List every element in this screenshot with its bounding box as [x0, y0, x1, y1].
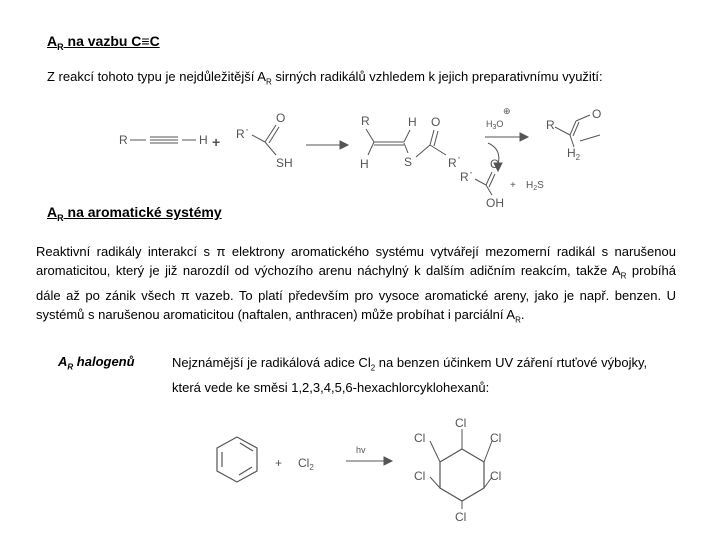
heading-text: na aromatické systémy: [63, 204, 222, 220]
paragraph-subscript: R: [515, 315, 521, 325]
cl-label-upper-right: Cl: [490, 431, 502, 445]
description-text: Nejznámější je radikálová adice Cl: [172, 355, 371, 370]
halogen-label: [58, 354, 135, 372]
product-h2-label: H: [408, 115, 417, 129]
plus-sign: +: [212, 134, 221, 150]
description-subscript: 2: [370, 363, 376, 373]
cl-label-lower-left: Cl: [414, 469, 426, 483]
chlorine-label: $Cl_2$: [298, 456, 314, 472]
heading-text: na vazbu C≡C: [63, 33, 160, 49]
radical-r-label: R: [236, 127, 245, 141]
sh-label: SH: [276, 156, 293, 170]
paragraph-text: vazeb. To platí především pro vysoce aromatické areny, jako je např. benzen. U systémů s narušenou aromaticitou (naftalen, anthracen) může probíhat i parciální A: [36, 287, 676, 322]
intro-text: sirných radikálů vzhledem k jejich preparativnímu využití:: [271, 69, 603, 84]
hydronium-label: $H_3O$: [486, 119, 504, 131]
cl-label-top: Cl: [455, 416, 467, 430]
ketone-h2-label: $H_2$: [567, 146, 581, 162]
cl-label-upper-left: Cl: [414, 431, 426, 445]
cl-label-bottom: Cl: [455, 510, 467, 524]
cl-label-lower-right: Cl: [490, 469, 502, 483]
product-r2-dot: ·: [457, 150, 461, 164]
acid-r-dot: ·: [469, 165, 473, 179]
intro-sentence: [47, 69, 603, 87]
pi-symbol: π: [216, 244, 226, 259]
paragraph-text: .: [520, 306, 525, 322]
intro-subscript: R: [265, 77, 272, 87]
pi-symbol: π: [180, 287, 190, 303]
positive-charge-icon: ⊕: [503, 106, 511, 116]
description-text: na benzen účinkem UV záření rtuťové výbojky, která vede ke směsi 1,2,3,4,5,6-hexachlorcyklohexanů:: [172, 355, 648, 395]
plus-sign: +: [275, 456, 283, 470]
label-text: halogenů: [73, 354, 135, 369]
alkyne-h-label: H: [199, 133, 208, 147]
product-s-label: S: [404, 155, 413, 169]
section-heading-aromatic: [47, 204, 222, 223]
label-text: A: [58, 354, 68, 369]
halogen-description: [172, 353, 672, 397]
heading-subscript: R: [57, 41, 64, 52]
paragraph-text: probíhá dále až po zánik všech: [36, 263, 677, 303]
radical-dot: ·: [245, 122, 249, 136]
heading-subscript: R: [57, 212, 64, 223]
reaction-scheme-chlorination: [0, 415, 720, 527]
aromatic-paragraph: [36, 242, 676, 329]
heading-text: A: [47, 204, 58, 220]
product-r-label: R: [361, 114, 370, 128]
label-subscript: R: [67, 362, 74, 372]
carbonyl-o-label: O: [276, 111, 286, 125]
paragraph-text: Reaktivní radikály interakcí s: [36, 244, 217, 259]
ketone-r-label: R: [546, 118, 555, 132]
h2s-label: $H_2S$: [526, 180, 544, 192]
hv-label: hv: [356, 445, 366, 455]
product-o-label: O: [431, 115, 441, 129]
alkyne-r-label: R: [119, 133, 128, 147]
acid-oh-label: OH: [486, 196, 504, 210]
product-h1-label: H: [360, 157, 369, 171]
intro-text: Z reakcí tohoto typu je nejdůležitější A: [47, 69, 266, 84]
acid-o-label: O: [490, 157, 500, 171]
reaction-scheme-thiol-addition: [0, 95, 720, 210]
paragraph-subscript: R: [620, 271, 627, 281]
paragraph-text: elektrony aromatického systému vytvářejí mezomerní radikál s narušenou aromaticitou, který je již narozdíl od výchozího arenu náchylný k dalším adičním reakcím, takže A: [36, 244, 676, 278]
plus-sign: +: [510, 180, 516, 191]
heading-text: A: [47, 33, 58, 49]
section-heading-alkyne: [47, 33, 160, 52]
product-r2-label: R: [448, 156, 457, 170]
acid-r-label: R: [460, 170, 469, 184]
ketone-o-label: O: [592, 107, 602, 121]
